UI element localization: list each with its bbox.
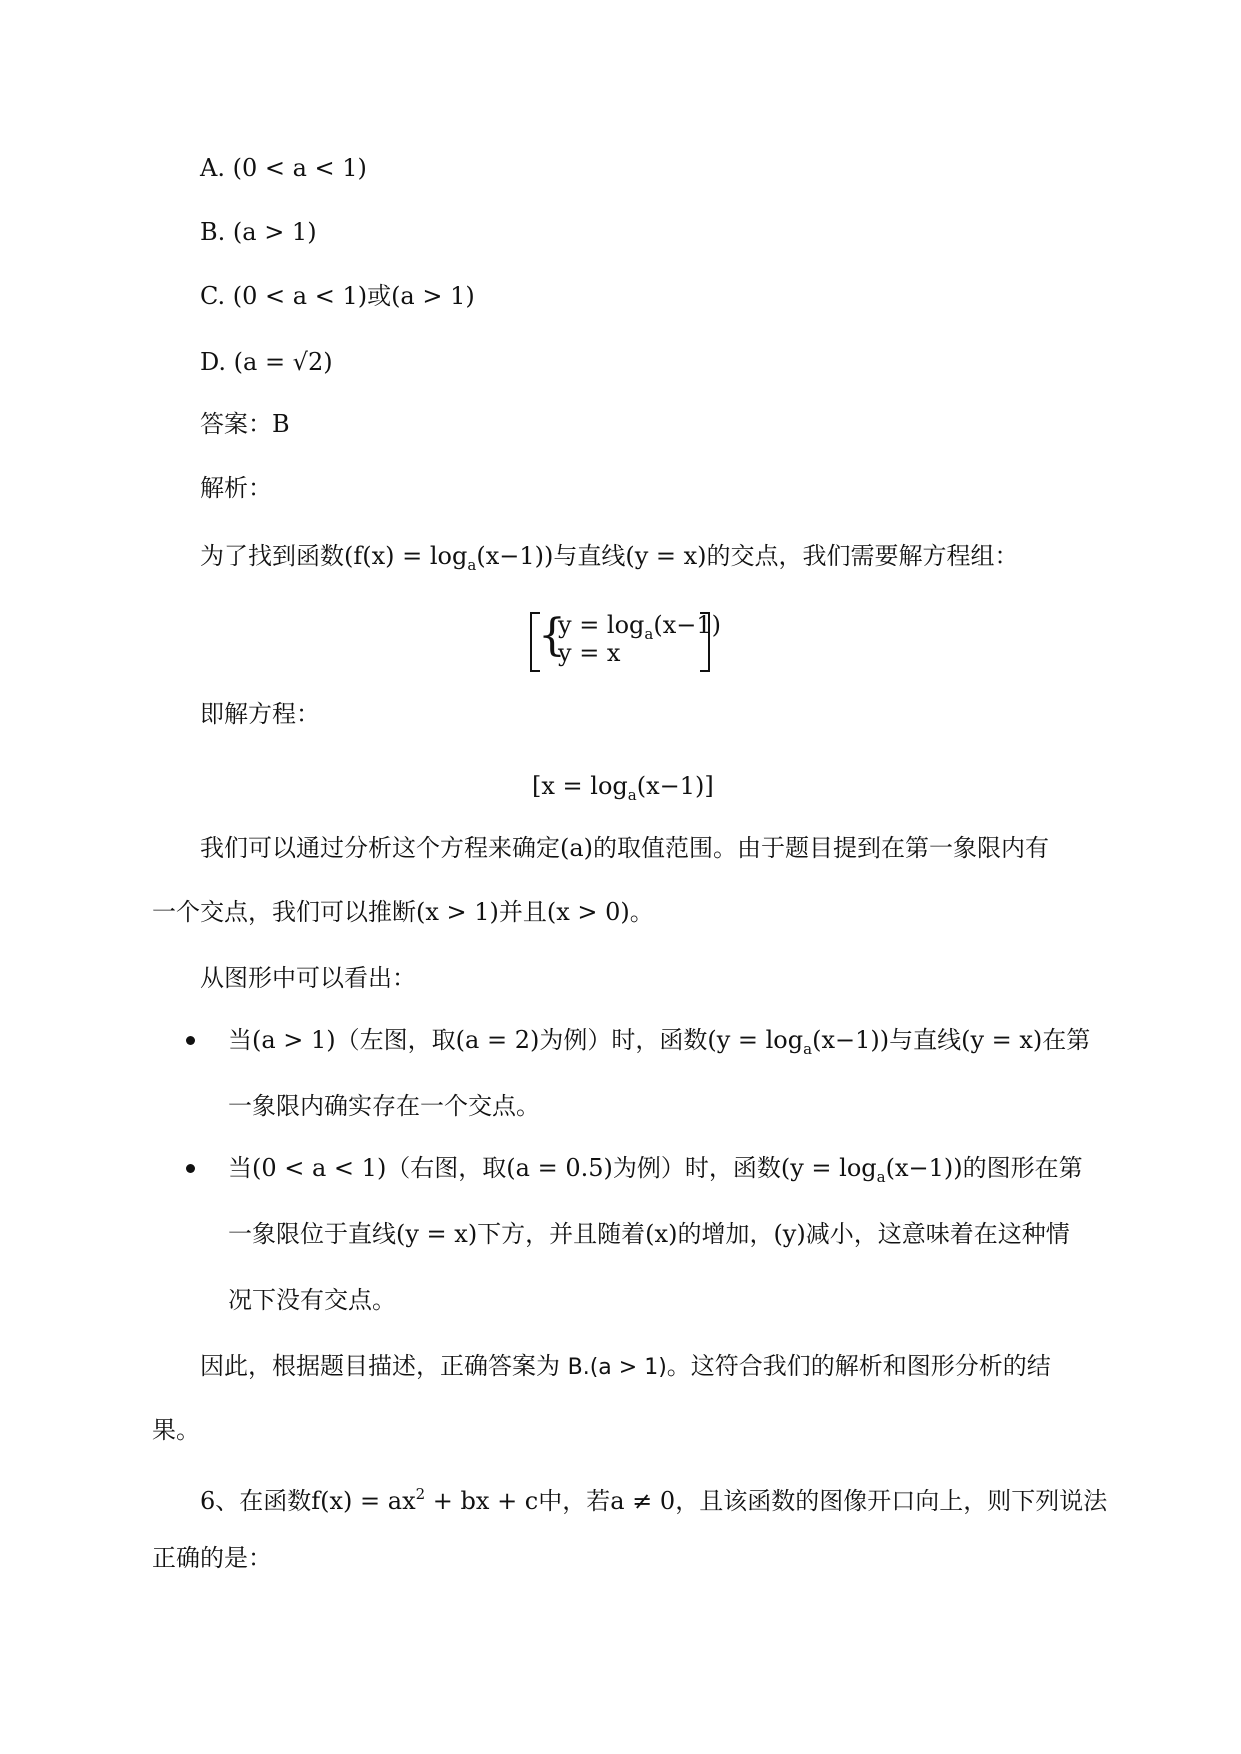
option-c: C. (0 < a < 1)或(a > 1) (200, 282, 475, 310)
analysis-paragraph-4: 从图形中可以看出： (200, 964, 416, 992)
question-6-line-1: 6、在函数$f(x) = ax^2$ + bx + c中，若a ≠ 0，且该函数的图像开口向上，则下列说法 (200, 1485, 1108, 1515)
bullet-dot-2 (186, 1164, 195, 1173)
para1-tail: (x−1))与直线(y = x)的交点，我们需要解方程组： (476, 542, 1019, 570)
analysis-paragraph-1 (200, 540, 1019, 581)
system-row-1: $y = \log_a(x-1)$ (558, 611, 722, 643)
equation-system (530, 610, 722, 670)
option-d: D. (a = √2) (200, 348, 333, 376)
bullet-1-line-2: 一象限内确实存在一个交点。 (228, 1092, 540, 1120)
right-bracket (700, 612, 710, 672)
analysis-paragraph-3-line-2: 一个交点，我们可以推断(x > 1)并且(x > 0)。 (152, 898, 654, 926)
system-row-2: y = x (558, 639, 621, 667)
para1-text: 为了找到函数(f(x) = log (200, 542, 468, 570)
para1-subscript: a (467, 556, 477, 574)
conclusion-line-2: 果。 (152, 1416, 200, 1444)
option-a: A. (0 < a < 1) (200, 154, 367, 182)
bullet-2-line-2: 一象限位于直线(y = x)下方，并且随着(x)的增加，(y)减小，这意味着在这种情 (228, 1220, 1070, 1248)
conclusion-answer: B.(a > 1) (567, 1355, 667, 1380)
analysis-paragraph-3-line-1: 我们可以通过分析这个方程来确定(a)的取值范围。由于题目提到在第一象限内有 (200, 834, 1050, 862)
question-6-line-2: 正确的是： (152, 1544, 272, 1572)
brace-symbol: { (538, 610, 566, 661)
bullet-dot-1 (186, 1036, 195, 1045)
option-b: B. (a > 1) (200, 218, 317, 246)
analysis-paragraph-2: 即解方程： (200, 700, 320, 728)
analysis-label: 解析： (200, 474, 272, 502)
main-equation: $[x = \log_a(x-1)]$ (532, 772, 714, 804)
bullet-2-line-3: 况下没有交点。 (228, 1286, 396, 1314)
bullet-1-line-1: 当(a > 1)（左图，取(a = 2)为例）时，函数$(y = \log_a(x-1))$与直线(y = x)在第 (228, 1026, 1091, 1058)
answer-line: 答案：B (200, 410, 290, 438)
conclusion-line-1: 因此，根据题目描述，正确答案为 B.(a > 1)。这符合我们的解析和图形分析的结 (200, 1352, 1051, 1380)
bullet-2-line-1: 当(0 < a < 1)（右图，取(a = 0.5)为例）时，函数$(y = \log_a(x-1))$的图形在第 (228, 1154, 1083, 1186)
